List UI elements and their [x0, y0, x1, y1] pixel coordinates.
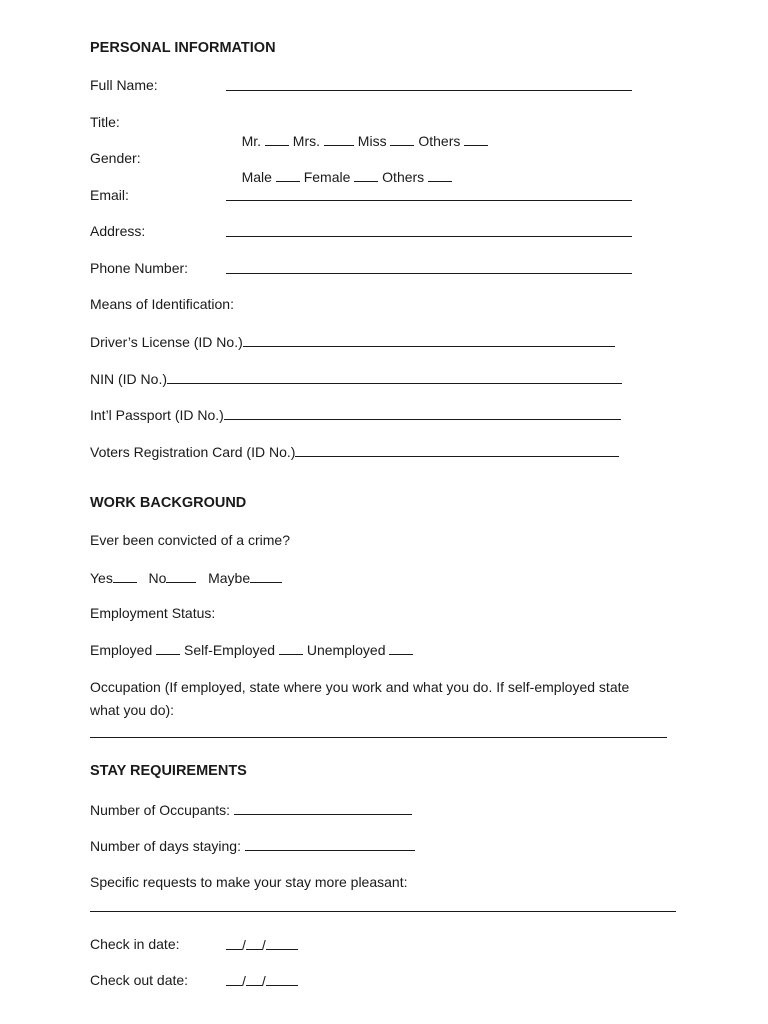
section-heading-work: WORK BACKGROUND	[90, 495, 247, 511]
employment-option-self-employed: Self-Employed	[184, 642, 276, 658]
gender-option-female: Female	[303, 169, 351, 185]
checkin-month-blank[interactable]	[246, 935, 262, 950]
checkout-year-blank[interactable]	[266, 971, 298, 986]
nin-row	[90, 369, 622, 388]
days-row	[90, 836, 415, 855]
title-label: Title:	[90, 114, 120, 130]
checkout-label: Check out date:	[90, 972, 189, 988]
convicted-question: Ever been convicted of a crime?	[90, 532, 290, 548]
date-separator: /	[261, 973, 266, 989]
convicted-no-blank[interactable]	[166, 568, 196, 583]
occupants-field[interactable]	[234, 800, 412, 815]
checkout-day-blank[interactable]	[226, 971, 242, 986]
occupation-question-line-1: Occupation (If employed, state where you work and what you do. If self-employed state	[90, 679, 630, 695]
passport-label: Int’l Passport (ID No.)	[90, 407, 224, 423]
convicted-options	[90, 568, 282, 587]
gender-option-male: Male	[241, 169, 272, 185]
requests-field[interactable]	[90, 897, 676, 916]
date-separator: /	[242, 937, 246, 953]
voters-card-field[interactable]	[295, 442, 619, 457]
nin-label: NIN (ID No.)	[90, 371, 167, 387]
phone-field[interactable]	[226, 259, 632, 278]
convicted-option-yes: Yes	[90, 570, 113, 586]
passport-row	[90, 405, 621, 424]
title-miss-blank[interactable]	[390, 131, 414, 146]
occupants-label: Number of Occupants:	[90, 802, 231, 818]
gender-label: Gender:	[90, 150, 141, 166]
section-heading-stay: STAY REQUIREMENTS	[90, 763, 247, 779]
passport-field[interactable]	[224, 405, 621, 420]
title-mrs-blank[interactable]	[324, 131, 354, 146]
gender-others-blank[interactable]	[428, 167, 452, 182]
days-label: Number of days staying:	[90, 838, 241, 854]
voters-card-label: Voters Registration Card (ID No.)	[90, 444, 296, 460]
employment-status-label: Employment Status:	[90, 605, 216, 621]
convicted-option-no: No	[148, 570, 167, 586]
date-separator: /	[242, 973, 246, 989]
employment-option-employed: Employed	[90, 642, 153, 658]
employment-options	[90, 640, 413, 659]
occupation-field[interactable]	[90, 723, 667, 742]
convicted-maybe-blank[interactable]	[250, 568, 282, 583]
title-option-others: Others	[418, 133, 461, 149]
convicted-option-maybe: Maybe	[208, 570, 251, 586]
employed-blank[interactable]	[156, 640, 180, 655]
drivers-license-field[interactable]	[243, 332, 615, 347]
gender-female-blank[interactable]	[354, 167, 378, 182]
email-field[interactable]	[226, 186, 632, 205]
nin-field[interactable]	[167, 369, 622, 384]
days-field[interactable]	[245, 836, 415, 851]
checkout-month-blank[interactable]	[246, 971, 262, 986]
means-of-identification-label: Means of Identification:	[90, 296, 234, 312]
voters-card-row	[90, 442, 619, 461]
full-name-field[interactable]	[226, 76, 632, 95]
checkin-day-blank[interactable]	[226, 935, 242, 950]
requests-label: Specific requests to make your stay more pleasant:	[90, 874, 408, 890]
date-separator: /	[261, 937, 266, 953]
checkin-label: Check in date:	[90, 936, 180, 952]
occupants-row	[90, 800, 412, 819]
occupation-question-line-2: what you do):	[90, 702, 175, 718]
unemployed-blank[interactable]	[389, 640, 413, 655]
address-field[interactable]	[226, 222, 632, 241]
drivers-license-label: Driver’s License (ID No.)	[90, 334, 243, 350]
title-option-mrs: Mrs.	[292, 133, 321, 149]
section-heading-personal: PERSONAL INFORMATION	[90, 40, 276, 56]
title-others-blank[interactable]	[464, 131, 488, 146]
self-employed-blank[interactable]	[279, 640, 303, 655]
checkout-date-field[interactable]	[226, 971, 298, 990]
title-option-mr: Mr.	[241, 133, 262, 149]
drivers-license-row	[90, 332, 615, 351]
checkin-year-blank[interactable]	[266, 935, 298, 950]
gender-option-others: Others	[382, 169, 425, 185]
phone-label: Phone Number:	[90, 260, 189, 276]
employment-option-unemployed: Unemployed	[306, 642, 386, 658]
gender-male-blank[interactable]	[276, 167, 300, 182]
convicted-yes-blank[interactable]	[113, 568, 137, 583]
checkin-date-field[interactable]	[226, 935, 298, 954]
title-option-miss: Miss	[357, 133, 387, 149]
email-label: Email:	[90, 187, 129, 203]
address-label: Address:	[90, 223, 146, 239]
title-mr-blank[interactable]	[265, 131, 289, 146]
full-name-label: Full Name:	[90, 77, 158, 93]
